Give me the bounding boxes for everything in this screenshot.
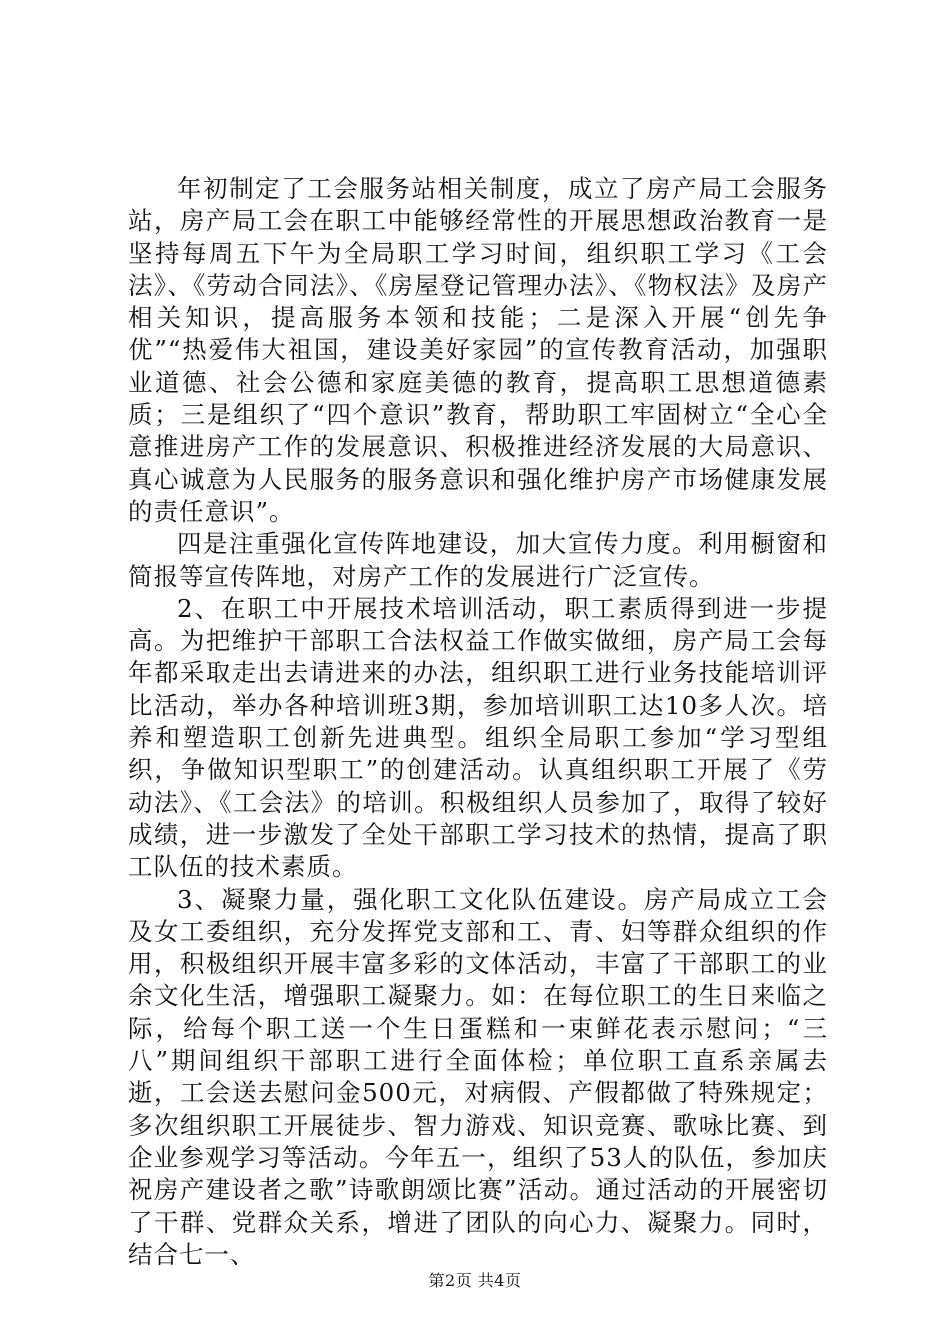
paragraph-3: 2、在职工中开展技术培训活动，职工素质得到进一步提高。为把维护干部职工合法权益工作做实做细，房产局工会每年都采取走出去请进来的办法，组织职工进行业务技能培训评比活动，举办各种培训班3期，参加培训职工达10多人次。培养和塑造职工创新先进典型。组织全局职工参加“学习型组织，争做知识型职工”的创建活动。认真组织职工开展了《劳动法》、《工会法》的培训。积极组织人员参加了，取得了较好成绩，进一步激发了全处干部职工学习技术的热情，提高了职工队伍的技术素质。 [128,593,828,882]
paragraph-2: 四是注重强化宣传阵地建设，加大宣传力度。利用橱窗和简报等宣传阵地，对房产工作的发展进行广泛宣传。 [128,529,828,591]
paragraph-1: 年初制定了工会服务站相关制度，成立了房产局工会服务站，房产局工会在职工中能够经常性的开展思想政治教育一是坚持每周五下午为全局职工学习时间，组织职工学习《工会法》、《劳动合同法》、《房屋登记管理办法》、《物权法》及房产相关知识，提高服务本领和技能；二是深入开展“创先争优”“热爱伟大祖国，建设美好家园”的宣传教育活动，加强职业道德、社会公德和家庭美德的教育，提高职工思想道德素质；三是组织了“四个意识”教育，帮助职工牢固树立“全心全意推进房产工作的发展意识、积极推进经济发展的大局意识、真心诚意为人民服务的服务意识和强化维护房产市场健康发展的责任意识”。 [128,174,828,526]
page-number-label: 第2页 共4页 [428,1271,522,1290]
page-footer [0,1268,950,1291]
paragraph-4: 3、凝聚力量，强化职工文化队伍建设。房产局成立工会及女工委组织，充分发挥党支部和工、青、妇等群众组织的作用，积极组织开展丰富多彩的文体活动，丰富了干部职工的业余文化生活，增强职工凝聚力。如：在每位职工的生日来临之际，给每个职工送一个生日蛋糕和一束鲜花表示慰问；“三八”期间组织干部职工进行全面体检；单位职工直系亲属去逝，工会送去慰问金500元，对病假、产假都做了特殊规定；多次组织职工开展徒步、智力游戏、知识竞赛、歌咏比赛、到企业参观学习等活动。今年五一，组织了53人的队伍，参加庆祝房产建设者之歌”诗歌朗颂比赛”活动。通过活动的开展密切了干群、党群众关系，增进了团队的向心力、凝聚力。同时，结合七一、 [128,884,828,1269]
document-body [128,173,828,1271]
